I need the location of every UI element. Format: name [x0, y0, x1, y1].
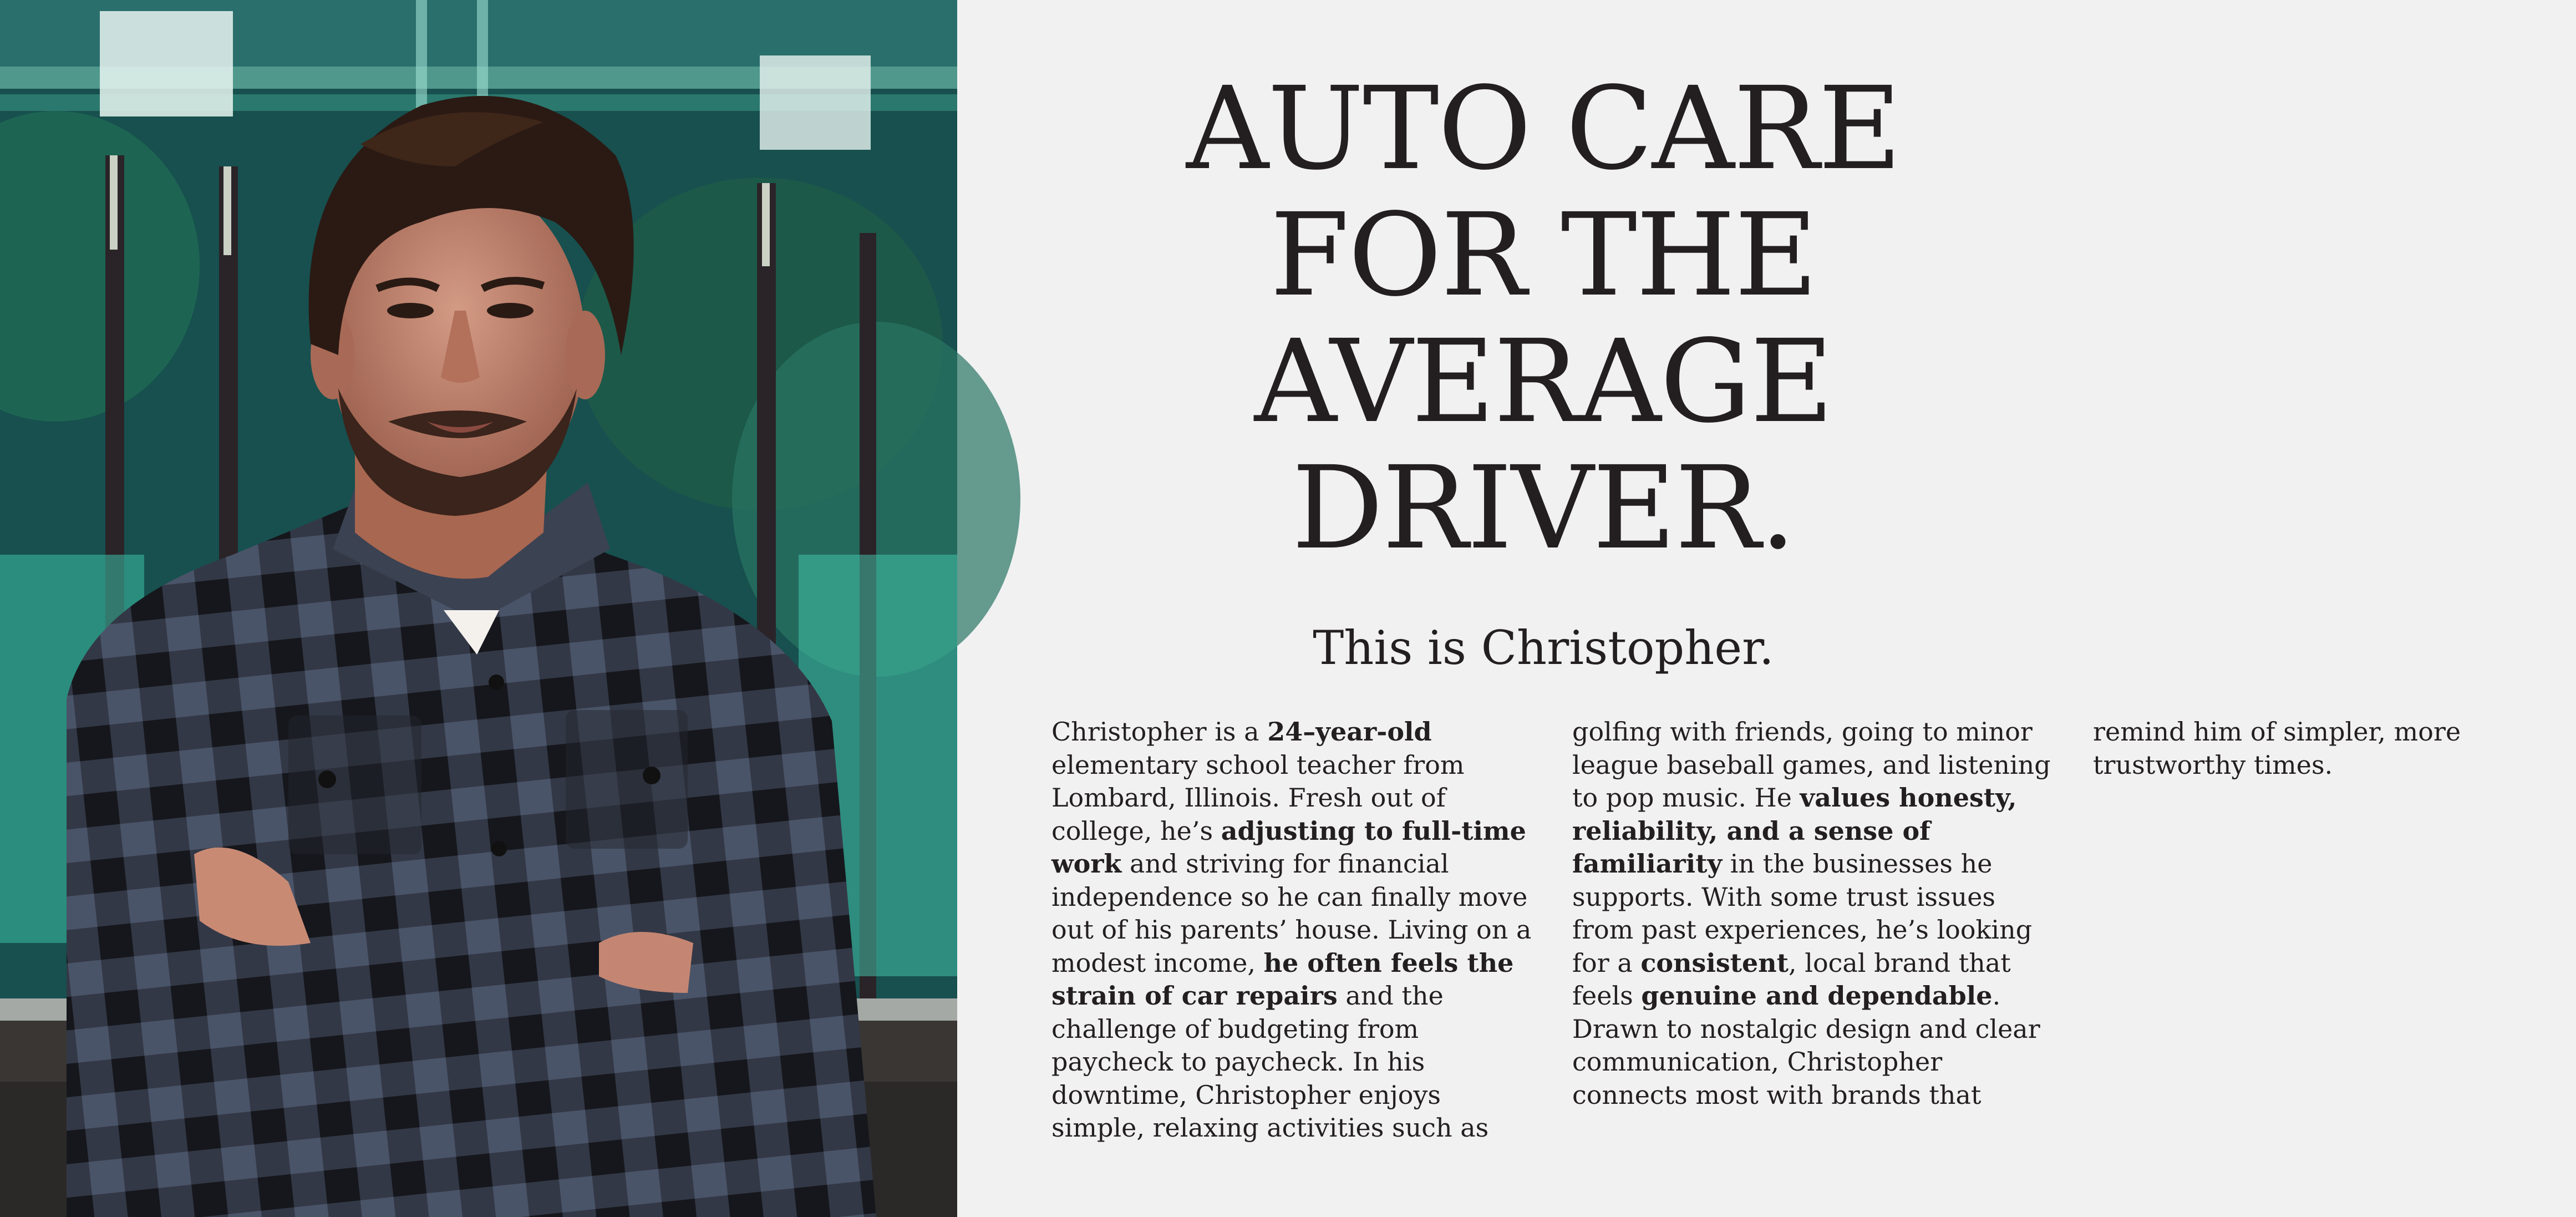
bio-bold-age: 24–year-old: [1267, 717, 1432, 747]
headline-line-1: AUTO CARE: [1186, 62, 1901, 195]
bio-bold-work: adjusting to full-time work: [1051, 815, 1526, 879]
bio-text-2: elementary school teacher from Lombard, Illinois. Fresh out of college, he’s: [1051, 749, 1465, 846]
bio-text-6: , local brand that feels: [1572, 947, 2011, 1011]
bio-bold-values: values honesty, reliability, and a sense of familiarity: [1572, 783, 2017, 879]
bio-text-5: in the businesses he supports. With some trust issues from past experiences, he’s looking for a: [1572, 849, 2033, 978]
portrait-illustration: [0, 0, 957, 1217]
bio-bold-consistent: consistent: [1640, 947, 1789, 978]
headline-line-2: FOR THE: [1270, 189, 1817, 322]
subheading: This is Christopher.: [1313, 621, 1774, 675]
bio-bold-repairs: he often feels the strain of car repairs: [1051, 947, 1514, 1011]
bio-text-1: Christopher is a: [1051, 717, 1268, 747]
bio-text-4: and the challenge of budgeting from paycheck to paycheck. In his downtime, Christopher enjoys simple, relaxing activities such as golfing with friends, going to minor league baseball games, and listening to pop music. He: [1051, 717, 2051, 1143]
headline: [957, 62, 2130, 575]
bio-text-7: . Drawn to nostalgic design and clear communication, Christopher connects most with brands that remind him of simpler, more trustworthy times.: [1572, 717, 2461, 1110]
portrait-photo: [0, 0, 957, 1217]
headline-line-4: DRIVER.: [1292, 442, 1795, 575]
bio-text-3: and striving for financial independence so he can finally move out of his parents’ house. Living on a modest income,: [1051, 849, 1532, 978]
bio-bold-genuine: genuine and dependable: [1641, 981, 1993, 1011]
headline-line-3: AVERAGE: [1254, 315, 1833, 448]
persona-bio: [1051, 716, 2461, 1150]
